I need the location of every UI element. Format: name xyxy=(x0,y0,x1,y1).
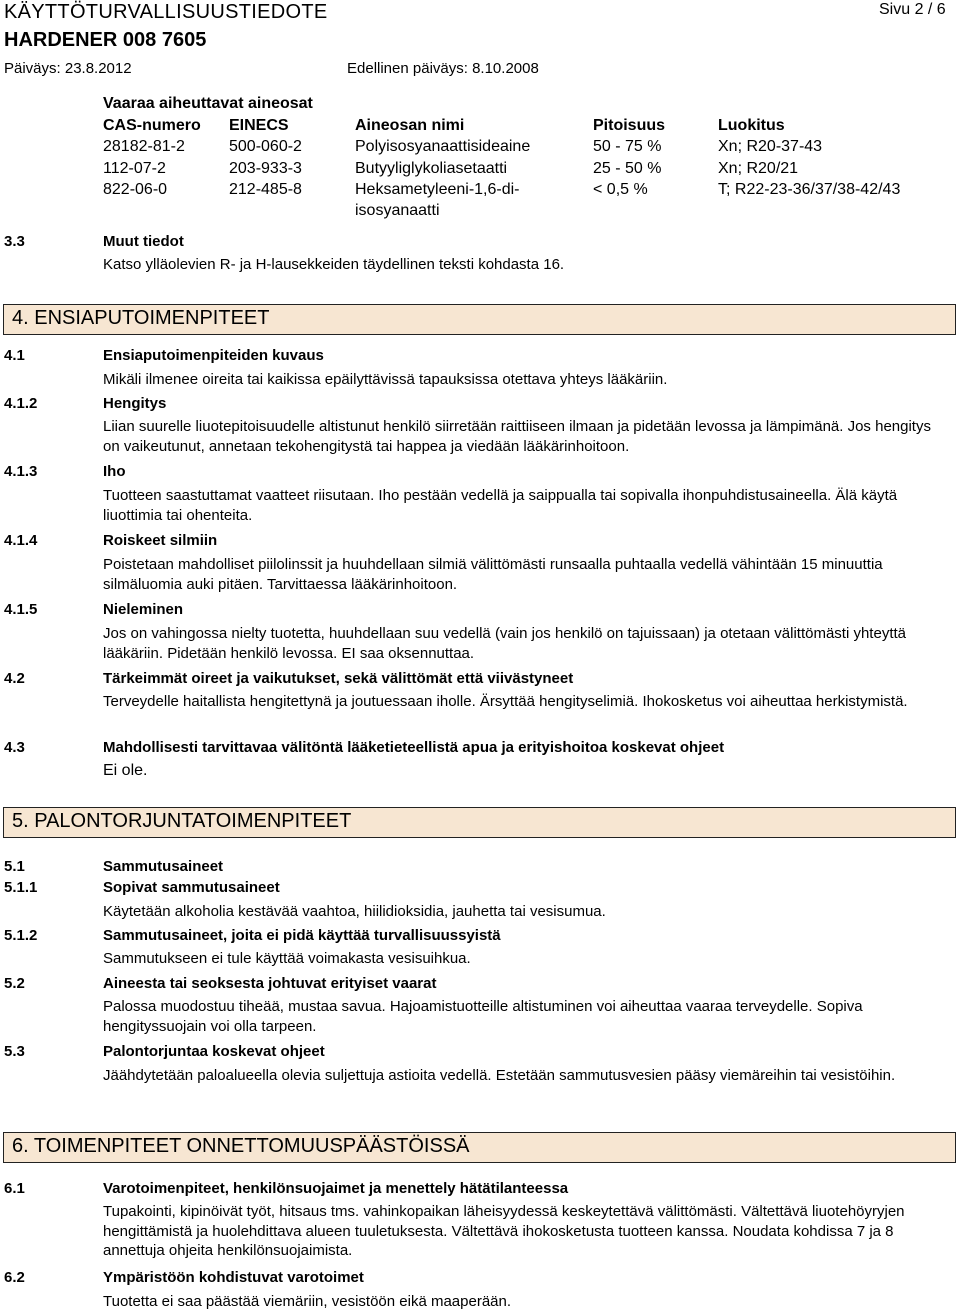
table-cell: 212-485-8 xyxy=(229,181,302,198)
subsection-title: Ensiaputoimenpiteiden kuvaus xyxy=(103,347,324,364)
subsection-text: Sammutukseen ei tule käyttää voimakasta vesisuihkua. xyxy=(103,950,471,967)
col-name: Aineosan nimi xyxy=(355,117,465,134)
subsection-title: Sopivat sammutusaineet xyxy=(103,879,280,896)
col-cas: CAS-numero xyxy=(103,117,201,134)
table-cell: 500-060-2 xyxy=(229,138,302,155)
section-heading: 4. ENSIAPUTOIMENPITEET xyxy=(12,307,270,329)
issue-date: Päiväys: 23.8.2012 xyxy=(4,60,132,77)
subsection-text: Katso ylläolevien R- ja H-lausekkeiden täydellinen teksti kohdasta 16. xyxy=(103,256,565,273)
table-cell: 822-06-0 xyxy=(103,181,168,198)
subsection-text: Liian suurelle liuotepitoisuudelle altistunut henkilö siirretään raittiiseen ilmaan ja pidetään levossa ja lämpimänä. Jos hengitys on vaikeutunut, annetaan tekohengitystä tai happea ja viedään lääkärinhoitoon. xyxy=(103,418,931,455)
subsection-title: Ympäristöön kohdistuvat varotoimet xyxy=(103,1269,364,1286)
section-heading: 6. TOIMENPITEET ONNETTOMUUSPÄÄSTÖISSÄ xyxy=(12,1135,470,1157)
table-cell: Butyyliglykoliasetaatti xyxy=(355,160,508,177)
subsection-title: Palontorjuntaa koskevat ohjeet xyxy=(103,1043,325,1060)
section-number: 5.1 xyxy=(4,858,25,875)
table-cell: 50 - 75 % xyxy=(593,138,662,155)
col-einecs: EINECS xyxy=(229,117,289,134)
subsection-title: Roiskeet silmiin xyxy=(103,532,218,549)
subsection-title: Mahdollisesti tarvittavaa välitöntä lääketieteellistä apua ja erityishoitoa koskevat ohjeet xyxy=(103,739,725,756)
section-6-heading-box xyxy=(3,1132,956,1163)
subsection-text: Käytetään alkoholia kestävää vaahtoa, hiilidioksidia, jauhetta tai vesisumua. xyxy=(103,903,606,920)
subsection-text: Tupakointi, kipinöivät työt, hitsaus tms. vahinkopaikan läheisyydessä keskeytettävä välittömästi. Vältettävä liuotehöyryjen hengittämistä ja huolehdittava alueen tuuletuksesta. Vältettävä ihokosketusta tuotteen kanssa. Noudata kohdissa 7 ja 8 annettuja ohjeita henkilönsuojaimista. xyxy=(103,1203,905,1259)
subsection-text: Palossa muodostuu tiheää, mustaa savua. Hajoamistuotteille altistuminen voi aiheuttaa vaaraa terveydelle. Sopiva hengityssuojain voi olla tarpeen. xyxy=(103,998,863,1035)
table-cell: Polyisosyanaattisideaine xyxy=(355,138,531,155)
previous-date: Edellinen päiväys: 8.10.2008 xyxy=(347,60,539,77)
table-cell: 28182-81-2 xyxy=(103,138,185,155)
subsection-text: Terveydelle haitallista hengitettynä ja joutuessaan iholle. Ärsyttää hengityselimiä. Ihokosketus voi aiheuttaa herkistymistä. xyxy=(103,693,908,710)
section-5-heading-box xyxy=(3,807,956,838)
subsection-text: Ei ole. xyxy=(103,762,148,779)
subsection-title: Sammutusaineet xyxy=(103,858,224,875)
page-number: Sivu 2 / 6 xyxy=(879,1,946,18)
subsection-title: Muut tiedot xyxy=(103,233,184,250)
section-number: 5.3 xyxy=(4,1043,25,1060)
section-number: 5.1.2 xyxy=(4,927,38,944)
subsection-title: Tärkeimmät oireet ja vaikutukset, sekä välittömät että viivästyneet xyxy=(103,670,574,687)
subsection-title: Sammutusaineet, joita ei pidä käyttää turvallisuussyistä xyxy=(103,927,501,944)
section-number: 4.1.3 xyxy=(4,463,38,480)
section-number: 4.2 xyxy=(4,670,25,687)
subsection-title: Iho xyxy=(103,463,126,480)
section-heading: 5. PALONTORJUNTATOIMENPITEET xyxy=(12,810,352,832)
section-4-heading-box xyxy=(3,304,956,335)
section-number: 4.1.2 xyxy=(4,395,38,412)
product-name: HARDENER 008 7605 xyxy=(4,29,207,51)
table-cell: isosyanaatti xyxy=(355,202,440,219)
table-cell: < 0,5 % xyxy=(593,181,648,198)
section-number: 3.3 xyxy=(4,233,25,250)
table-cell: T; R22-23-36/37/38-42/43 xyxy=(718,181,901,198)
subsection-title: Nieleminen xyxy=(103,601,184,618)
table-cell: 112-07-2 xyxy=(103,160,166,177)
subsection-title: Aineesta tai seoksesta johtuvat erityiset vaarat xyxy=(103,975,437,992)
subsection-title: Hengitys xyxy=(103,395,167,412)
subsection-text: Mikäli ilmenee oireita tai kaikissa epäilyttävissä tapauksissa otettava yhteys lääkäriin. xyxy=(103,371,668,388)
table-cell: Heksametyleeni-1,6-di- xyxy=(355,181,520,198)
section-number: 6.2 xyxy=(4,1269,25,1286)
section-number: 4.1 xyxy=(4,347,25,364)
section-number: 5.2 xyxy=(4,975,25,992)
section-number: 4.3 xyxy=(4,739,25,756)
subsection-text: Tuotetta ei saa päästää viemäriin, vesistöön eikä maaperään. xyxy=(103,1293,512,1310)
col-classification: Luokitus xyxy=(718,117,785,134)
col-concentration: Pitoisuus xyxy=(593,117,666,134)
section-number: 4.1.4 xyxy=(4,532,38,549)
table-cell: 203-933-3 xyxy=(229,160,302,177)
table-cell: Xn; R20/21 xyxy=(718,160,799,177)
hazardous-components-title: Vaaraa aiheuttavat aineosat xyxy=(103,95,313,112)
document-type-title: KÄYTTÖTURVALLISUUSTIEDOTE xyxy=(4,1,328,23)
section-number: 6.1 xyxy=(4,1180,25,1197)
subsection-text: Tuotteen saastuttamat vaatteet riisutaan. Iho pestään vedellä ja saippualla tai sopivalla ihonpuhdistusaineella. Älä käytä liuottimia tai ohenteita. xyxy=(103,487,898,524)
table-cell: Xn; R20-37-43 xyxy=(718,138,823,155)
subsection-text: Jos on vahingossa nielty tuotetta, huuhdellaan suu vedellä (vain jos henkilö on tajuissaan) ja otetaan välittömästi yhteyttä lääkäriin. Pidetään henkilö levossa. EI saa oksennuttaa. xyxy=(103,625,906,662)
section-number: 5.1.1 xyxy=(4,879,38,896)
subsection-text: Poistetaan mahdolliset piilolinssit ja huuhdellaan silmiä välittömästi runsaalla puhtaalla vedellä vähintään 15 minuuttia silmäluomia auki pitäen. Tarvittaessa lääkärinhoitoon. xyxy=(103,556,883,593)
section-number: 4.1.5 xyxy=(4,601,38,618)
subsection-title: Varotoimenpiteet, henkilönsuojaimet ja menettely hätätilanteessa xyxy=(103,1180,569,1197)
table-cell: 25 - 50 % xyxy=(593,160,662,177)
subsection-text: Jäähdytetään paloalueella olevia suljettuja astioita vedellä. Estetään sammutusvesien pääsy viemäreihin tai vesistöihin. xyxy=(103,1067,896,1084)
